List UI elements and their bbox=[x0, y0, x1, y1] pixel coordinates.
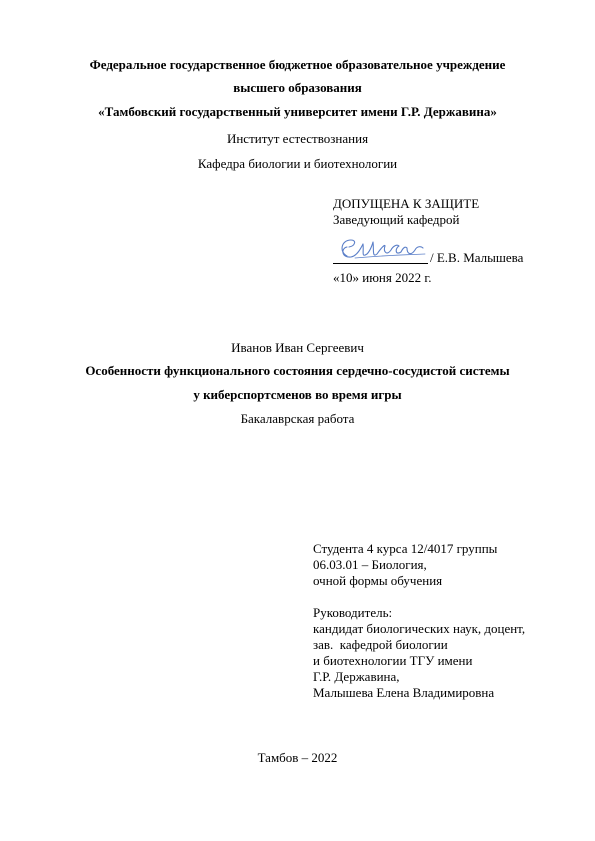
approval-date-block bbox=[333, 270, 431, 286]
supervisor-line1: кандидат биологических наук, доцент, bbox=[313, 621, 526, 636]
institution-name-line1: Федеральное государственное бюджетное образовательное учреждение bbox=[89, 57, 506, 72]
supervisor-line4: Г.Р. Державина, bbox=[313, 669, 400, 684]
student-info bbox=[313, 541, 497, 589]
supervisor-line3: и биотехнологии ТГУ имени bbox=[313, 653, 473, 668]
supervisor-label: Руководитель: bbox=[313, 605, 393, 620]
thesis-title-line2: у киберспортсменов во время игры bbox=[193, 387, 402, 402]
handwritten-signature bbox=[337, 234, 427, 264]
approval-block bbox=[333, 196, 479, 228]
signature-row bbox=[333, 246, 553, 268]
author-name: Иванов Иван Сергеевич bbox=[231, 340, 364, 355]
signature-underline bbox=[333, 263, 428, 264]
approval-role: Заведующий кафедрой bbox=[333, 212, 460, 227]
thesis-title-line1: Особенности функционального состояния сердечно-сосудистой системы bbox=[85, 363, 510, 378]
university-name: «Тамбовский государственный университет имени Г.Р. Державина» bbox=[98, 104, 497, 119]
department-name: Кафедра биологии и биотехнологии bbox=[197, 156, 398, 171]
approval-title: ДОПУЩЕНА К ЗАЩИТЕ bbox=[333, 196, 480, 211]
student-line1: Студента 4 курса 12/4017 группы bbox=[313, 541, 498, 556]
student-line2: 06.03.01 – Биология, bbox=[313, 557, 427, 572]
supervisor-line2: зав. кафедрой биологии bbox=[313, 637, 448, 652]
student-line3: очной формы обучения bbox=[313, 573, 443, 588]
institution-name-line2: высшего образования bbox=[233, 80, 362, 95]
institute-name: Институт естествознания bbox=[226, 131, 369, 146]
supervisor-info bbox=[313, 605, 525, 701]
supervisor-line5: Малышева Елена Владимировна bbox=[313, 685, 495, 700]
approval-date: «10» июня 2022 г. bbox=[333, 270, 432, 285]
thesis-type: Бакалаврская работа bbox=[240, 411, 355, 426]
approval-signer: / Е.В. Малышева bbox=[430, 250, 524, 265]
city-year: Тамбов – 2022 bbox=[257, 750, 338, 765]
